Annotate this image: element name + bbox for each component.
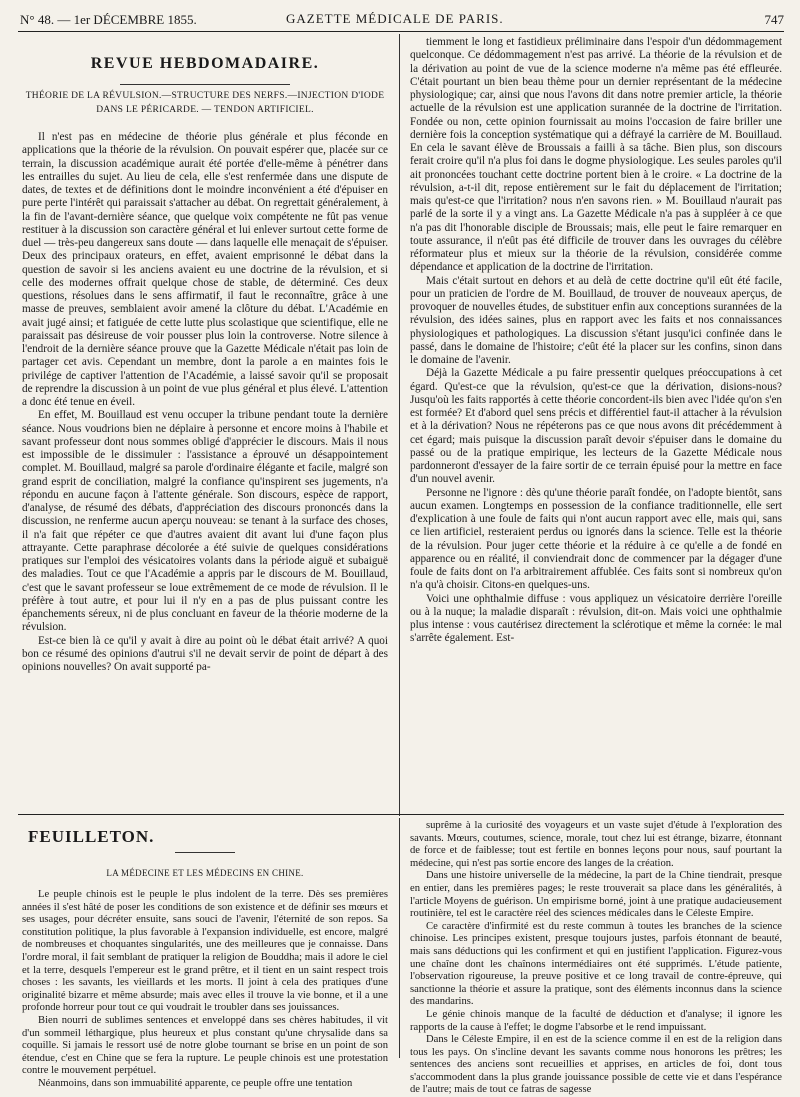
revue-left-column xyxy=(22,36,388,808)
paragraph: Néanmoins, dans son immuabilité apparente, ce peuple offre une tentation xyxy=(38,1077,353,1089)
paragraph: Le peuple chinois est le peuple le plus indolent de la terre. Dès ses premières années il s'est hâté de poser les conditions de son existence et de définir ses mœurs et ses usages, pour décréter ensuite, sans souci de l'avenir, l'éternité de son repos. Sa constitution politique, la plus favorable à l'expansion individuelle, est encore, malgré de nombreuses et choquantes singularités, une des meilleures que je connaisse. Dans l'ordre moral, il fait semblant de pratiquer la religion de Bouddha; mais il adore le ciel et la terre, desquels l'empereur est le grand prêtre, et il tient en un saint respect trois choses : les savants, les vieillards et les morts. Il joint à cela des pratiques d'une originalité bizarre et même absurde; mais avec elles il trouve la vie bonne, et il a une profonde horreur pour tout ce qui voudrait le troubler dans ses jouissances. xyxy=(22,889,388,1014)
heading-rule xyxy=(120,84,290,85)
feuilleton-heading-rule xyxy=(175,852,235,853)
page-header xyxy=(18,8,784,30)
paragraph: Dans une histoire universelle de la médecine, la part de la Chine tiendrait, presque en entier, dans les premières pages; le reste trouverait sa place dans les généralités, à l'article Moyens de guérison. Un empirisme borné, joint à une pratique audacieusement routinière, tel est le caractère réel des sciences médicales dans le Céleste Empire. xyxy=(410,870,782,920)
paragraph: Déjà la Gazette Médicale a pu faire pressentir quelques préoccupations à cet égard. Qu'est-ce que la révulsion, qu'est-ce que la dérivation, disions-nous? Jusqu'où les faits rapportés à cette théorie concordent-ils bien avec l'idée qu'on s'en est formée? Et d'abord quel sens précis et différentiel faut-il attacher à la révulsion et à la dérivation? Nous ne répéterons pas ce que nous avons dit précédemment à cet égard; mais puisque la discussion paraît devoir s'épuiser dans le domaine du passé ou de la pratique empirique, les lecteurs de la Gazette Médicale nous pardonneront d'essayer de la faire sortir de ce terrain épuisé pour la mettre en face d'un nouvel avenir. xyxy=(410,367,782,486)
header-rule xyxy=(18,31,784,32)
paragraph: Il n'est pas en médecine de théorie plus générale et plus féconde en applications que la théorie de la révulsion. On pouvait espérer que, placée sur ce terrain, la discussion académique aurait été portée d'elle-même à pénétrer dans les entrailles du sujet. Au lieu de cela, elle s'est renfermée dans une dispute de dates, de textes et de définitions dont le moindre inconvénient a été d'épuiser en pure perte l'intérêt qui paraissait s'attacher au débat. On regrettait généralement, à la fin de l'avant-dernière séance, que quelque voix compétente ne fût pas venue restituer à la discussion son caractère général et lui enlever surtout cette forme de duel — très-peu dangereux sans doute — dans laquelle elle menaçait de s'épuiser. Deux des principaux orateurs, en effet, avaient emprisonné le débat dans la question de savoir si les anciens avaient eu une doctrine de la révulsion, et si celle des modernes offrait quelque chose de stable, de déterminé. Ces deux questions, résolues dans le sens affirmatif, il faut le reconnaître, grâce à une masse de preuves, semblaient avoir amené la clôture du débat. L'Académie en avait jugé ainsi; et fatiguée de cette lutte plus scolastique que scientifique, elle ne paraissait pas désireuse de voir pousser plus loin la controverse. Notre silence à l'endroit de la dernière séance prouve que la Gazette Médicale n'était pas loin de partager cet avis. Cependant un membre, dont la parole a en maintes fois le privilége de captiver l'attention de l'Académie, a laissé savoir qu'il se proposait de reprendre la discussion à un point de vue plus général et plus élevé. L'attention a donc été tenue en éveil. xyxy=(22,131,388,408)
feuilleton-left-column xyxy=(22,820,388,1089)
paragraph: Ce caractère d'infirmité est du reste commun à toutes les branches de la science chinoise. Les principes existent, presque toujours justes, parfois étonnant de beauté, mais sans déductions qui les confirment et qui en justifient l'application. Figurez-vous une chaîne dont les chaînons intermédiaires ont été supprimés. L'étude patiente, l'observation rigoureuse, la preuve positive et ce long travail de contre-épreuve, qui sanctionne la théorie et assure la pratique, sont des éléments inconnus dans la science des mandarins. xyxy=(410,920,782,1008)
revue-right-column xyxy=(410,36,782,816)
paragraph: Mais c'était surtout en dehors et au delà de cette doctrine qu'il eût été facile, pour un praticien de l'ordre de M. Bouillaud, de trouver de nouveaux aperçus, de provoquer de nouvelles études, de substituer enfin aux conceptions surannées de la révulsion, des idées saines, plus en rapport avec les faits et nos connaissances physiologiques et pathologiques. La discussion s'étant jusqu'ici confinée dans le passé, dans le domaine de l'histoire; c'eût été la placer sur les confins, sinon dans le domaine de l'avenir. xyxy=(410,274,782,366)
paragraph: suprême à la curiosité des voyageurs et un vaste sujet d'étude à l'exploration des savants. Mœurs, coutumes, science, morale, tout chez lui est étrange, bizarre, étonnant de force et de faiblesse; tout est fertile en bonnes leçons pour nous, sauf pourtant la médecine, qui n'est pas sortie encore des langes de la création. xyxy=(410,820,782,869)
paragraph: Personne ne l'ignore : dès qu'une théorie paraît fondée, on l'adopte bientôt, sans aucun examen. Longtemps en possession de la confiance traditionnelle, elle sert d'explication à une foule de faits qui n'ont aucun rapport avec elle, mais qui, sans ce lien artificiel, resteraient perdus ou ignorés dans la science. Telle est la théorie de la révulsion. Pour juger cette théorie et la réduire à ce qu'elle a de fondé en apparence ou en réalité, il conviendrait donc de commencer par la dégager d'une foule de faits dont on l'a arbitrairement affublée. Ces faits sont si nombreux qu'on n'a qu'à choisir. Citons-en quelques-uns. xyxy=(410,486,782,592)
feuilleton-divider xyxy=(399,818,400,1058)
feuilleton-rule xyxy=(18,814,784,815)
paragraph: Bien nourri de sublimes sentences et enveloppé dans ses chères habitudes, il vit d'un sommeil léthargique, plus heureux et plus constant qu'une chrysalide dans sa coquille. Si jamais le ressort usé de notre globe tournant se brise en un point de son étendue, c'est en Chine que se fera la rupture. Le peuple chinois est une protestation contre le mouvement perpétuel. xyxy=(22,1014,388,1077)
feuilleton-heading: FEUILLETON. xyxy=(28,827,155,846)
column-divider xyxy=(399,34,400,816)
paragraph: tiemment le long et fastidieux préliminaire dans l'espoir d'un dédommagement quelconque. Ce dédommagement n'est pas arrivé. La théorie de la révulsion et de la dérivation au point de vue de la science moderne n'a même pas été effleurée. C'était pourtant un bien beau thème pour un dernier représentant de la médecine physiologique; car, ainsi que nous l'avons dit dans notre premier article, la théorie actuelle de la révulsion est une application surannée de la doctrine de l'irritation. Fondée ou non, cette opinion fournissait au moins l'occasion de faire briller une dernière fois la conception systématique qui a défrayé la carrière de M. Bouillaud. En cela le savant élève de Broussais a failli à sa tâche. Bien plus, son discours ferait croire qu'il n'a plus foi dans le dogme physiologique. Les seules paroles qu'il ait prononcées touchant cette doctrine portent bien à le croire. « La doctrine de la révulsion, a-t-il dit, repose entièrement sur le fait du déplacement de l'irritation; mais qu'est-ce que l'irritation? nous n'en savons rien. » M. Bouillaud n'aurait pas parlé de la sorte il y a vingt ans. La Gazette Médicale n'a pas à suppléer à ce que n'a pas dit l'honorable disciple de Broussais; mais, elle peut le faire remarquer en toute assurance, il n'eût pas été difficile de trouver dans les ouvrages du célèbre réformateur plus et mieux sur la théorie de la révulsion, considérée comme dépendance et application de la doctrine de l'irritation. xyxy=(410,36,782,274)
paragraph: Dans le Céleste Empire, il en est de la science comme il en est de la religion dans tous les pays. On s'incline devant les savants comme nous honorons les prêtres; les sentences des anciens sont recueillies et apprises, en articles de foi, dont tous s'accommodent dans la plus grande jouissance possible de cette vie et dans l'espérance de l'autre; mais de tout ce fatras de sagesse xyxy=(410,1034,782,1096)
paragraph: Voici une ophthalmie diffuse : vous appliquez un vésicatoire derrière l'oreille ou à la nuque; la maladie disparaît : révulsion, dit-on. Mais voici une ophthalmie plus intense : vous cautérisez directement la sclérotique et même la cornée: le mal s'arrête également. Est- xyxy=(410,592,782,645)
revue-subtitle: THÉORIE DE LA RÉVULSION.—STRUCTURE DES NERFS.—INJECTION D'IODE DANS LE PÉRICARDE. — TENDON ARTIFICIEL. xyxy=(25,91,385,115)
paragraph: En effet, M. Bouillaud est venu occuper la tribune pendant toute la dernière séance. Nous voudrions bien ne déplaire à personne et encore moins à l'habile et savant professeur dont nous sommes obligé d'apprécier le discours. Mais il nous est impossible de le dissimuler : l'assistance a éprouvé un désappointement complet. M. Bouillaud, malgré sa parole d'ordinaire élégante et facile, malgré son grand esprit de conciliation, malgré la confiance qu'inspirent ses jugements, n'a répondu en aucune façon à l'attente générale. Son discours, espèce de rapport, d'analyse, de résumé des débats, d'appréciation des discours prononcés dans la discussion, ne renferme aucun aperçu nouveau: se tenant à la surface des choses, il n'a fait que répéter ce que d'autres avaient dit avant lui d'une façon plus attrayante. Cette paraphrase décolorée a été suivie de quelques considérations pratiques sur l'emploi des vésicatoires volants dans la période aiguë et subaiguë des maladies. Tout ce que l'Académie a appris par le discours de M. Bouillaud, c'est que le savant professeur se loue extrêmement de ce mode de révulsion. Il le préfère à tout autre, et pour lui il n'y en a pas de plus puissant contre les épanchements séreux, ni de plus concluant en faveur de la théorie moderne de la révulsion. xyxy=(22,409,388,634)
paragraph: Le génie chinois manque de la faculté de déduction et d'analyse; il ignore les rapports de la cause à l'effet; le dogme l'absorbe et le rend impuissant. xyxy=(410,1008,782,1033)
journal-title: GAZETTE MÉDICALE DE PARIS. xyxy=(286,11,504,26)
page-number: 747 xyxy=(764,12,784,27)
paragraph: Est-ce bien là ce qu'il y avait à dire au point où le débat était arrivé? A quoi bon ce résumé des opinions d'autrui s'il ne devait servir de point de départ à des opinions nouvelles? On avait supporté pa- xyxy=(22,634,388,673)
feuilleton-subtitle: LA MÉDECINE ET LES MÉDECINS EN CHINE. xyxy=(106,868,304,878)
revue-heading: REVUE HEBDOMADAIRE. xyxy=(90,55,320,72)
feuilleton-right-column xyxy=(410,820,782,1096)
issue-date: N° 48. — 1er DÉCEMBRE 1855. xyxy=(20,12,197,27)
newspaper-page xyxy=(18,8,788,1096)
